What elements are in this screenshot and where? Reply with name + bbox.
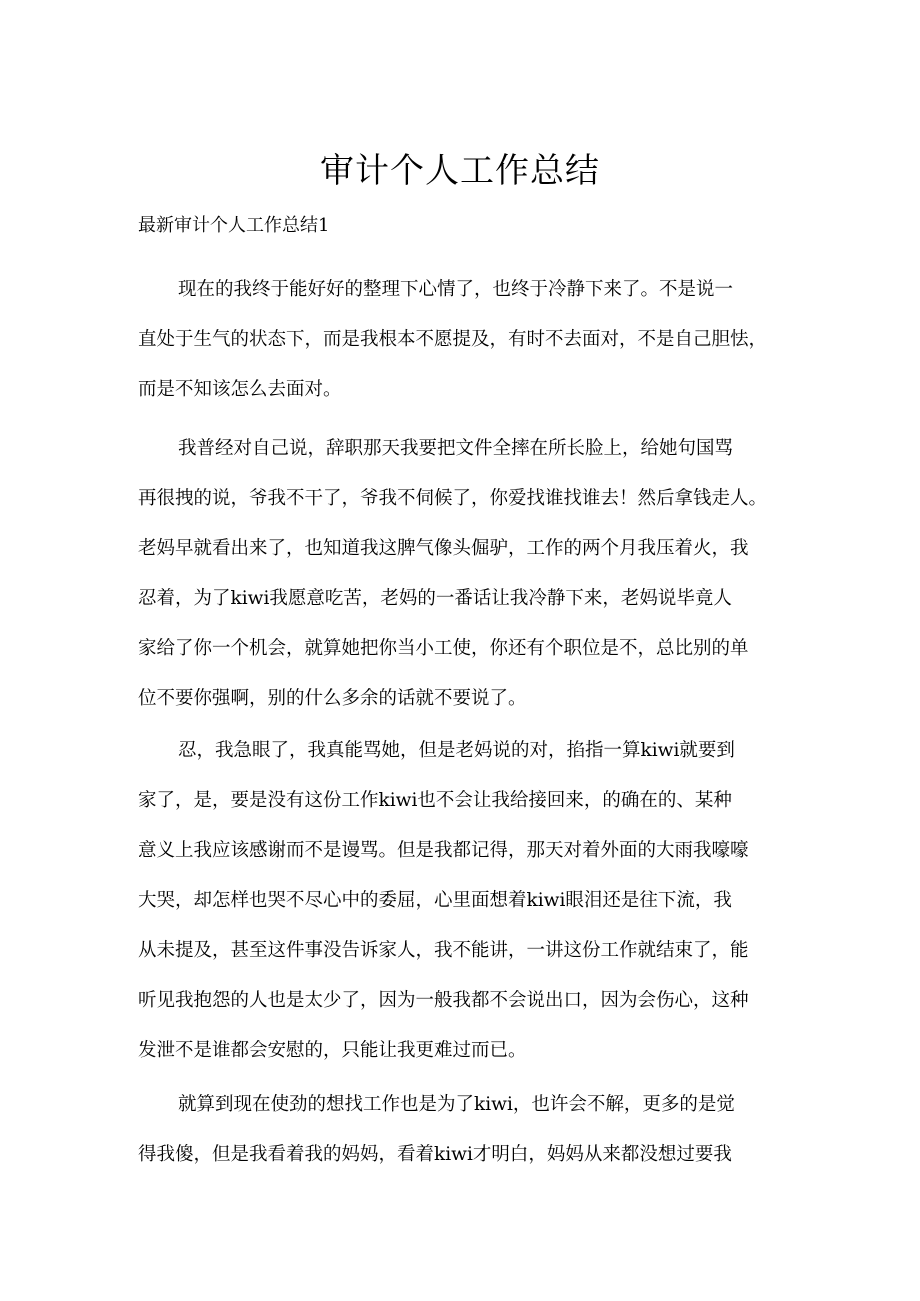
paragraph-line: 家了，是，要是没有这份工作kiwi也不会让我给接回来，的确在的、某种 (138, 790, 732, 811)
paragraph-line: 忍着，为了kiwi我愿意吃苦，老妈的一番话让我冷静下来，老妈说毕竟人 (138, 588, 732, 609)
paragraph-line: 大哭，却怎样也哭不尽心中的委屈，心里面想着kiwi眼泪还是往下流，我 (138, 890, 732, 911)
paragraph-line: 意义上我应该感谢而不是谩骂。但是我都记得，那天对着外面的大雨我嚎嚎 (138, 840, 749, 861)
paragraph-line: 发泄不是谁都会安慰的，只能让我更难过而已。 (138, 1040, 527, 1061)
paragraph-3 (138, 726, 798, 1076)
paragraph-line: 位不要你强啊，别的什么多余的话就不要说了。 (138, 688, 527, 709)
paragraph-line: 家给了你一个机会，就算她把你当小工使，你还有个职位是不，总比别的单 (138, 638, 749, 659)
paragraph-line: 就算到现在使劲的想找工作也是为了kiwi，也许会不解，更多的是觉 (178, 1094, 735, 1115)
paragraph-line: 听见我抱怨的人也是太少了，因为一般我都不会说出口，因为会伤心，这种 (138, 990, 749, 1011)
paragraph-line: 忍，我急眼了，我真能骂她，但是老妈说的对，掐指一算kiwi就要到 (178, 740, 735, 761)
paragraph-line: 而是不知该怎么去面对。 (138, 379, 342, 400)
paragraph-line: 从未提及，甚至这件事没告诉家人，我不能讲，一讲这份工作就结束了，能 (138, 940, 749, 961)
paragraph-line: 我普经对自己说，辞职那天我要把文件全摔在所长脸上，给她句国骂 (178, 438, 734, 459)
paragraph-line: 再很拽的说，爷我不干了，爷我不伺候了，你爱找谁找谁去！然后拿钱走人。 (138, 488, 768, 509)
document-title: 审计个人工作总结 (320, 151, 600, 191)
paragraph-line: 现在的我终于能好好的整理下心情了，也终于冷静下来了。不是说一 (178, 279, 734, 300)
paragraph-line: 老妈早就看出来了，也知道我这脾气像头倔驴，工作的两个月我压着火，我 (138, 538, 749, 559)
paragraph-line: 直处于生气的状态下，而是我根本不愿提及，有时不去面对，不是自己胆怯， (138, 329, 768, 350)
paragraph-4 (138, 1080, 798, 1180)
document-subtitle: 最新审计个人工作总结1 (138, 215, 330, 236)
paragraph-1 (138, 265, 798, 415)
paragraph-2 (138, 424, 798, 724)
paragraph-line: 得我傻，但是我看着我的妈妈，看着kiwi才明白，妈妈从来都没想过要我 (138, 1144, 732, 1165)
